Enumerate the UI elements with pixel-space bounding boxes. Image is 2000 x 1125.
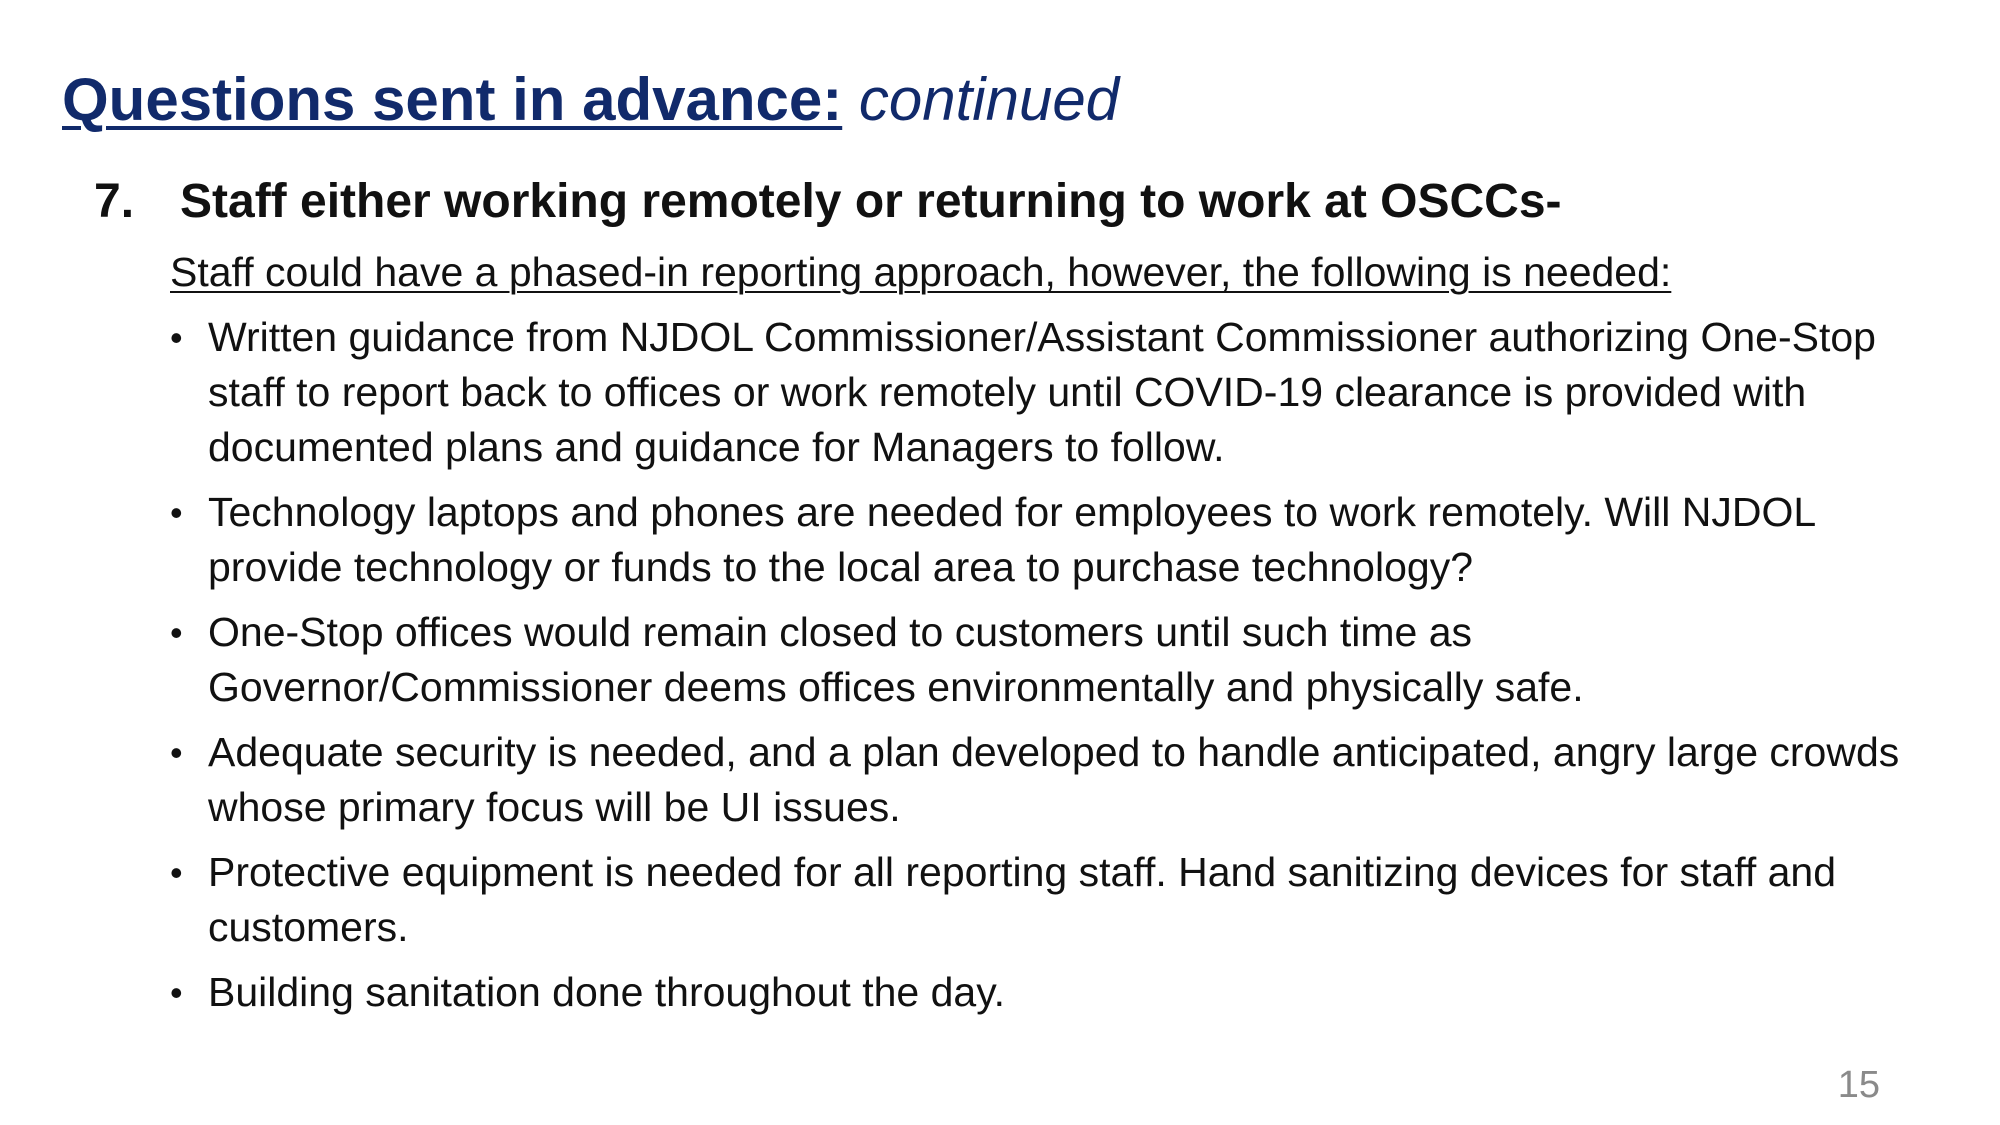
bullet-icon: • bbox=[170, 612, 183, 653]
bullet-icon: • bbox=[170, 492, 183, 533]
slide-title bbox=[62, 60, 1119, 140]
question-text: Staff either working remotely or returning to work at OSCCs- bbox=[180, 175, 1562, 228]
bullet-text: Adequate security is needed, and a plan developed to handle anticipated, angry large crowds whose primary focus will be UI issues. bbox=[208, 729, 1900, 830]
bullet-icon: • bbox=[170, 317, 183, 358]
bullet-item bbox=[170, 845, 1910, 955]
bullet-text: One-Stop offices would remain closed to customers until such time as Governor/Commissioner deems offices environmentally and physically safe. bbox=[208, 609, 1584, 710]
bullet-item bbox=[170, 310, 1910, 475]
page-number: 15 bbox=[1837, 1064, 1880, 1106]
bullet-text: Building sanitation done throughout the day. bbox=[208, 969, 1006, 1015]
bullet-item bbox=[170, 605, 1910, 715]
question-subheading: Staff could have a phased-in reporting approach, however, the following is needed: bbox=[170, 249, 1672, 295]
question-heading bbox=[94, 170, 1562, 234]
bullet-item bbox=[170, 725, 1910, 835]
bullet-list bbox=[170, 310, 1910, 1030]
slide-title-italic: continued bbox=[858, 66, 1120, 133]
bullet-item bbox=[170, 965, 1910, 1020]
bullet-icon: • bbox=[170, 732, 183, 773]
slide-title-bold: Questions sent in advance: bbox=[62, 66, 843, 133]
bullet-icon: • bbox=[170, 972, 183, 1013]
bullet-text: Written guidance from NJDOL Commissioner/Assistant Commissioner authorizing One-Stop staff to report back to offices or work remotely until COVID-19 clearance is provided with documented plans and guidance for Managers to follow. bbox=[208, 314, 1876, 470]
bullet-text: Protective equipment is needed for all reporting staff. Hand sanitizing devices for staff and customers. bbox=[208, 849, 1837, 950]
bullet-icon: • bbox=[170, 852, 183, 893]
bullet-text: Technology laptops and phones are needed for employees to work remotely. Will NJDOL provide technology or funds to the local area to purchase technology? bbox=[208, 489, 1815, 590]
bullet-item bbox=[170, 485, 1910, 595]
question-number: 7. bbox=[94, 175, 135, 228]
